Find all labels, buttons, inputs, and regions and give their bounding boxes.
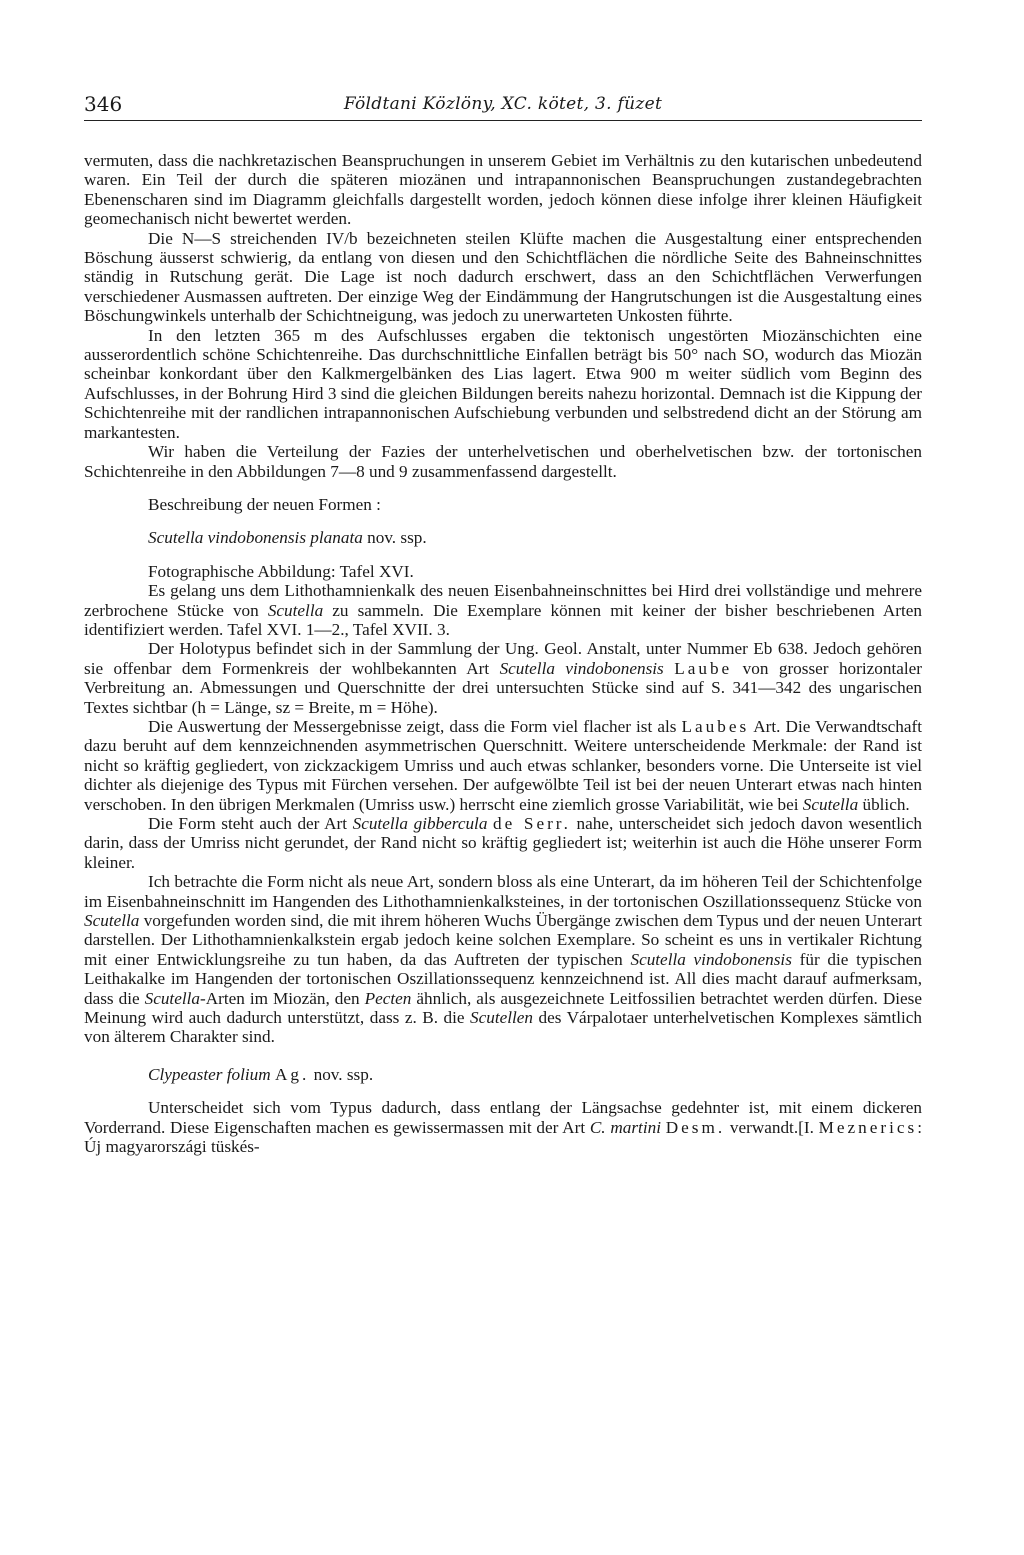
paragraph: Unterscheidet sich vom Typus dadurch, dass entlang der Längsachse gedehnter ist, mit einem dickeren Vorderrand. Diese Eigenschaften machen es gewissermassen mit der Art C. martini Desm. verwandt.[I. Meznerics: Új magyarországi tüskés- (84, 1098, 922, 1157)
paragraph: Wir haben die Verteilung der Fazies der unterhelvetischen und oberhelvetischen bzw. der tortonischen Schichtenreihe in den Abbildungen 7—8 und 9 zusammenfassend dargestellt. (84, 442, 922, 481)
author-name: Meznerics (818, 1117, 918, 1137)
taxon-heading: Scutella vindobonensis planata nov. ssp. (148, 528, 427, 548)
paragraph: Der Holotypus befindet sich in der Sammlung der Ung. Geol. Anstalt, unter Nummer Eb 638. Jedoch gehören sie offenbar dem Formenkreis der wohlbekannten Art Scutella vindobonensis Laube von grosser horizontaler Verbreitung an. Abmessungen und Querschnitte der drei untersuchten Stücke sind auf S. 341—342 des ungarischen Textes sichtbar (h = Länge, sz = Breite, m = Höhe). (84, 639, 922, 717)
author-name: Laube (674, 658, 733, 678)
plate-reference: Fotographische Abbildung: Tafel XVI. (148, 561, 414, 581)
taxon-name: Scutella vindobonensis planata (148, 528, 363, 548)
taxon-heading: Clypeaster folium Ag. nov. ssp. (148, 1064, 374, 1084)
article-body (84, 151, 922, 1157)
page-number: 346 (84, 92, 123, 116)
author-name: Laubes (681, 716, 750, 736)
section-heading: Beschreibung der neuen Formen : (148, 494, 381, 514)
paragraph: In den letzten 365 m des Aufschlusses ergaben die tektonisch ungestörten Miozänschichten eine ausserordentlich schöne Schichtenreihe. Das durchschnittliche Einfallen beträgt bis 50° nach SO, wodurch das Miozän scheinbar konkordant über den Kalkmergelbänken des Lias lagert. Etwa 900 m weiter südlich vom Beginn des Aufschlusses, in der Bohrung Hird 3 sind die gleichen Bildungen bereits nahezu horizontal. Demnach ist die Kippung der Schichtenreihe mit der randlichen intrapannonischen Aufschiebung verbunden und selbstredend dicht an der Störung am markantesten. (84, 325, 922, 442)
paragraph: Die Form steht auch der Art Scutella gibbercula de Serr. nahe, unterscheidet sich jedoch davon wesentlich darin, dass der Umriss nicht gerundet, der Rand nicht so kräftig gegliedert ist; weiterhin ist auch die Höhe unserer Form kleiner. (84, 814, 922, 872)
taxon-name: Clypeaster folium (148, 1064, 271, 1084)
paragraph: Ich betrachte die Form nicht als neue Art, sondern bloss als eine Unterart, da im höheren Teil der Schichtenfolge im Eisenbahneinschnitt im Hangenden des Lithothamnienkalksteines, in der tortonischen Oszillationssequenz Stücke von Scutella vorgefunden worden sind, die mit ihrem höheren Wuchs Übergänge zwischen dem Typus und der neuen Unterart darstellen. Der Lithothamnienkalkstein ergab jedoch keine solchen Exemplare. So scheint es uns in vertikaler Richtung mit einer Entwicklungsreihe zu tun haben, da das Auftreten der typischen Scutella vindobonensis für die typischen Leithakalke im Hangenden der tortonischen Oszillationssequenz kennzeichnend ist. All dies macht darauf aufmerksam, dass die Scutella-Arten im Miozän, den Pecten ähnlich, als ausgezeichnete Leitfossilien betrachtet werden dürfen. Diese Meinung wird auch dadurch unterstützt, dass z. B. die Scutellen des Várpalotaer unterhelvetischen Komplexes sämtlich von älterem Charakter sind. (84, 872, 922, 1047)
author-name: de Serr. (493, 814, 571, 833)
paragraph: Es gelang uns dem Lithothamnienkalk des neuen Eisenbahneinschnittes bei Hird drei vollständige und mehrere zerbrochene Stücke von Scutella zu sammeln. Die Exemplare können mit keiner der bisher beschriebenen Arten identifiziert werden. Tafel XVI. 1—2., Tafel XVII. 3. (84, 581, 922, 639)
author-name: Ag. (275, 1064, 310, 1084)
paragraph: Die N—S streichenden IV/b bezeichneten steilen Klüfte machen die Ausgestaltung einer entsprechenden Böschung äusserst schwierig, da entlang von diesen und den Schichtflächen die nördliche Seite des Bahneinschnittes ständig in Rutschung gerät. Die Lage ist noch dadurch erschwert, dass an den Schichtflächen Verwerfungen verschiedener Ausmassen auftreten. Der einzige Weg der Eindämmung der Hangrutschungen ist die Ausgestaltung eines Böschungwinkels unterhalb der Schichtneigung, was jedoch zu unerwarteten Unkosten führte. (84, 228, 922, 326)
author-name: Desm. (665, 1117, 726, 1137)
page-header (84, 90, 922, 121)
page (84, 90, 922, 1157)
paragraph: vermuten, dass die nachkretazischen Beanspruchungen in unserem Gebiet im Verhältnis zu den kutarischen unbedeutend waren. Ein Teil der durch die späteren miozänen und intrapannonischen Beanspruchungen zustandegebrachten Ebenenscharen sind im Diagramm gleichfalls dargestellt worden, jedoch können diese infolge ihrer kleinen Häufigkeit geomechanisch nicht bewertet werden. (84, 151, 922, 229)
paragraph: Die Auswertung der Messergebnisse zeigt, dass die Form viel flacher ist als Laubes Art. Die Verwandtschaft dazu beruht auf dem kennzeichnenden asymmetrischen Querschnitt. Weitere unterscheidende Merkmale: der Rand ist nicht so kräftig gegliedert, von zickzackigem Umriss und auch etwas schlanker, besonders vorne. Die Unterseite ist viel dichter als diejenige des Typus mit Fürchen versehen. Der aufgewölbte Teil ist bei der neuen Unterart etwas nach hinten verschoben. In den übrigen Merkmalen (Umriss usw.) herrscht eine ziemlich grosse Variabilität, wie bei Scutella üblich. (84, 716, 923, 814)
running-title: Földtani Közlöny, XC. kötet, 3. füzet (343, 94, 663, 114)
